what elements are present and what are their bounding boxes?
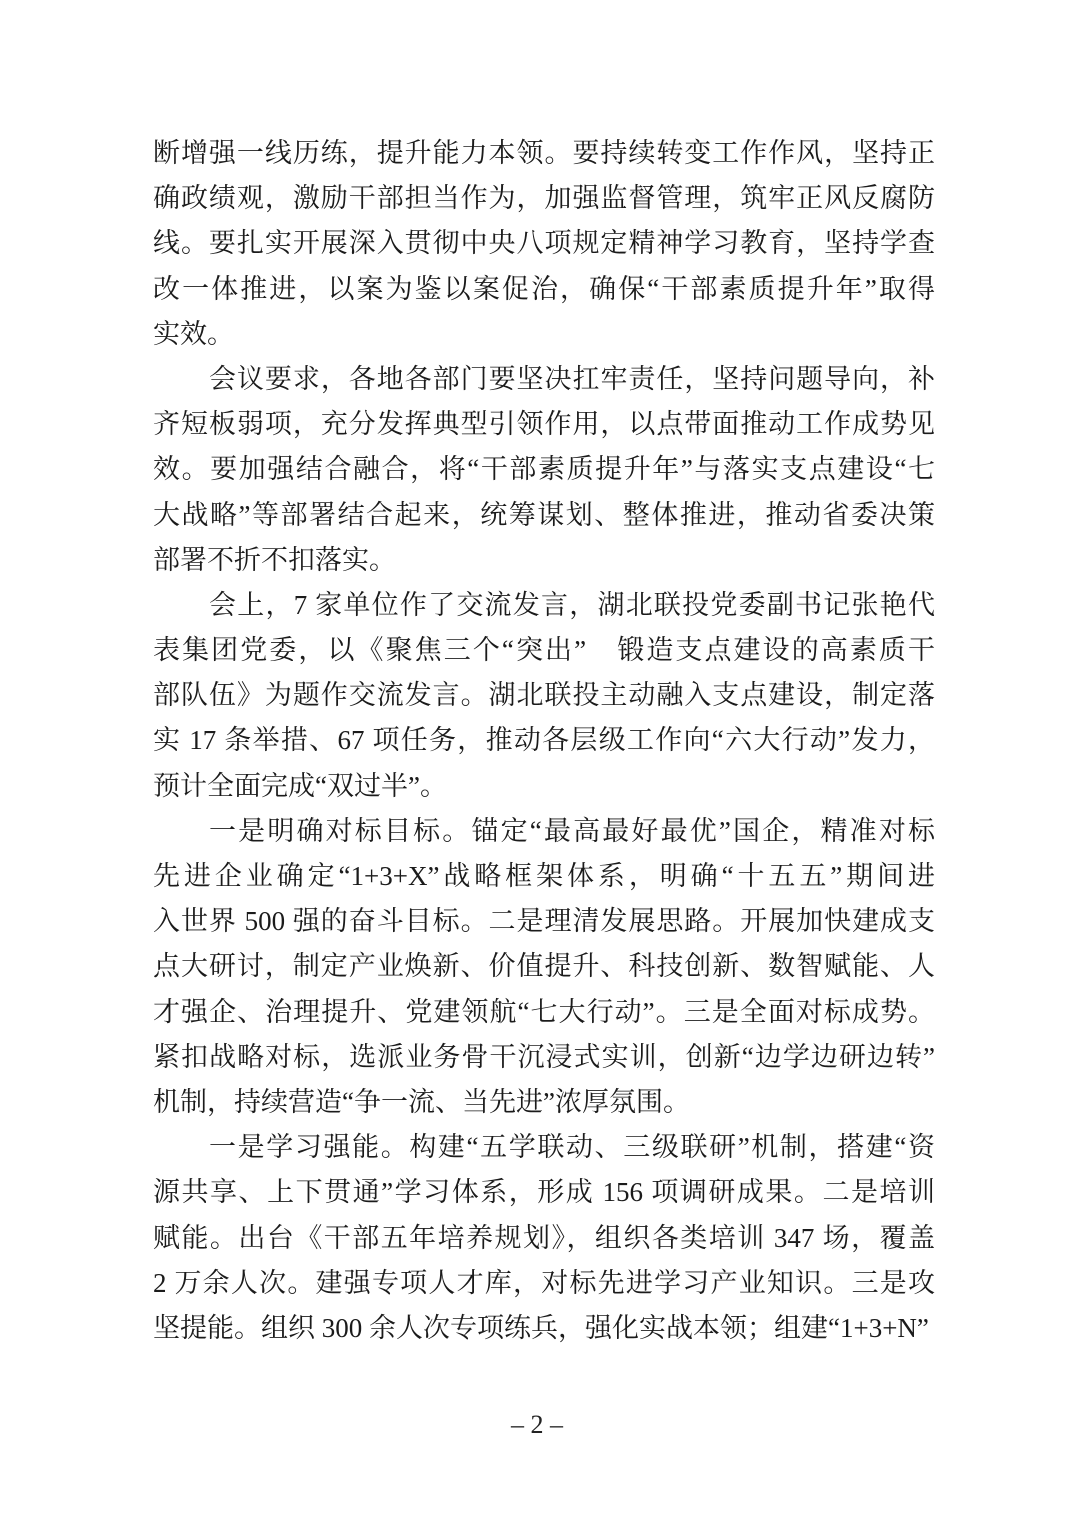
text-line: 改一体推进，以案为鉴以案促治，确保“干部素质提升年”取得 — [153, 273, 935, 304]
text-line: 才强企、治理提升、党建领航“七大行动”。三是全面对标成势。 — [153, 996, 935, 1027]
text-line: 入世界 500 强的奋斗目标。二是理清发展思路。开展加快建成支 — [153, 906, 935, 937]
document-body — [153, 131, 935, 1351]
text-line: 预计全面完成“双过半”。 — [153, 770, 447, 801]
text-line: 源共享、上下贯通”学习体系，形成 156 项调研成果。二是培训 — [153, 1177, 935, 1208]
text-line: 线。要扎实开展深入贯彻中央八项规定精神学习教育，坚持学查 — [153, 228, 935, 259]
text-line: 一是学习强能。构建“五学联动、三级联研”机制，搭建“资 — [209, 1132, 935, 1163]
text-line: 先进企业确定“1+3+X”战略框架体系，明确“十五五”期间进 — [153, 861, 935, 891]
text-line: 效。要加强结合融合，将“干部素质提升年”与落实支点建设“七 — [153, 454, 935, 485]
text-line: 赋能。出台《干部五年培养规划》，组织各类培训 347 场，覆盖 — [153, 1222, 935, 1253]
page-number: – 2 – — [511, 1410, 563, 1439]
text-line: 部署不折不扣落实。 — [153, 544, 396, 575]
text-line: 大战略”等部署结合起来，统筹谋划、整体推进，推动省委决策 — [153, 499, 935, 530]
page-footer — [0, 1405, 1074, 1445]
text-line: 断增强一线历练，提升能力本领。要持续转变工作作风，坚持正 — [153, 138, 935, 168]
text-line: 实效。 — [153, 318, 234, 349]
text-line: 点大研讨，制定产业焕新、价值提升、科技创新、数智赋能、人 — [153, 951, 935, 982]
text-line: 表集团党委，以《聚焦三个“突出” 锻造支点建设的高素质干 — [153, 635, 935, 666]
text-line: 会上，7 家单位作了交流发言，湖北联投党委副书记张艳代 — [209, 589, 935, 620]
text-line: 实 17 条举措、67 项任务，推动各层级工作向“六大行动”发力， — [153, 725, 935, 756]
text-line: 2 万余人次。建强专项人才库，对标先进学习产业知识。三是攻 — [153, 1267, 935, 1298]
text-line: 齐短板弱项，充分发挥典型引领作用，以点带面推动工作成势见 — [153, 409, 935, 440]
text-line: 机制，持续营造“争一流、当先进”浓厚氛围。 — [153, 1086, 690, 1117]
text-line: 确政绩观，激励干部担当作为，加强监督管理，筑牢正风反腐防 — [153, 183, 935, 214]
text-line: 部队伍》为题作交流发言。湖北联投主动融入支点建设，制定落 — [153, 680, 935, 711]
text-line: 一是明确对标目标。锚定“最高最好最优”国企，精准对标 — [209, 815, 935, 846]
text-line: 坚提能。组织 300 余人次专项练兵，强化实战本领；组建“1+3+N” — [153, 1312, 929, 1343]
text-line: 紧扣战略对标，选派业务骨干沉浸式实训，创新“边学边研边转” — [153, 1041, 935, 1072]
text-line: 会议要求，各地各部门要坚决扛牢责任，坚持问题导向，补 — [209, 363, 935, 394]
